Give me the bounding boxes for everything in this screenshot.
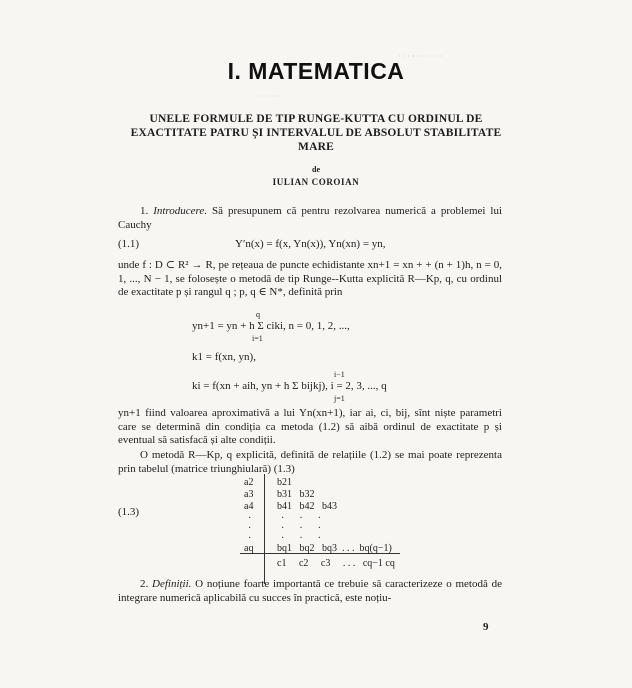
article-title: UNELE FORMULE DE TIP RUNGE-KUTTA CU ORDINUL DE EXACTITATE PATRU ȘI INTERVALUL DE ABSOLUT STABILITATE MARE (130, 113, 502, 153)
table-a-cell: · (248, 533, 252, 544)
definitii-paragraph (118, 578, 502, 605)
bleed-through: · · · · · (258, 92, 280, 101)
table-b-row: · · · (281, 533, 321, 544)
table-a-cell: aq (244, 543, 254, 554)
table-a-cell: · (248, 513, 252, 524)
section-number: 1. (140, 205, 149, 217)
table-c-row: c1 c2 c3 . . . cq−1 cq (277, 558, 395, 569)
chapter-title: I. MATEMATICA (227, 58, 405, 84)
intro-text: Să presupunem că pentru rezolvarea numerică a problemei lui Cauchy (118, 205, 503, 231)
bleed-through: · · · · · · · · · · (398, 52, 443, 61)
table-b-row: b21 (277, 477, 292, 488)
byline-de: de (312, 165, 320, 174)
intro-paragraph (118, 205, 502, 232)
table-b-row: b41 b42 b43 (277, 501, 337, 512)
table-a-cell: a4 (244, 501, 254, 512)
sum-upper-limit: q (256, 310, 260, 319)
section-number: 2. (140, 578, 149, 590)
sum-lower-limit: i=1 (252, 334, 263, 343)
sum-lower-limit: j=1 (334, 394, 345, 403)
page-number: 9 (483, 621, 489, 633)
sum-upper-limit: i−1 (334, 370, 345, 379)
equation-1-2-line1: yn+1 = yn + h Σ ciki, n = 0, 1, 2, ..., (192, 320, 350, 332)
paragraph-y: yn+1 fiind valoarea aproximativă a lui Yn(xn+1), iar ai, ci, bij, sînt niște parametri care se determină din condiția ca metoda (1.2) să aibă ordinul de exactitate p și eventual să satisfacă și alte condiții. (118, 407, 502, 446)
table-vertical-rule (264, 474, 265, 584)
equation-1-2-line2: k1 = f(xn, yn), (192, 351, 256, 363)
definitii-text: O noțiune foarte importantă ce trebuie să caracterizeze o metodă de integrare numerică aplicabilă cu succes în practică, este noțiu- (118, 578, 502, 604)
paragraph-unde: unde f : D ⊂ R² → R, pe rețeaua de puncte echidistante xn+1 = xn + + (n + 1)h, n = 0, 1, ..., N − 1, se folosește o metodă de tip Runge--Kutta explicită R—Kp, q, cu ordinul de exactitate p și rangul q ; p, q ∈ N*, definită prin (118, 259, 502, 298)
table-b-row: · · · (281, 513, 321, 524)
table-a-cell: a3 (244, 489, 254, 500)
section-heading: Definiții. (152, 578, 192, 590)
table-b-row: · · · (281, 523, 321, 534)
table-b-row: b31 b32 (277, 489, 315, 500)
equation-number: (1.1) (118, 238, 140, 250)
paragraph-tabel: O metodă R—Kp, q explicită, definită de relațiile (1.2) se mai poate reprezenta prin tabelul (matrice triunghiulară) (1.3) (118, 449, 502, 475)
table-b-row: bq1 bq2 bq3 . . . bq(q−1) (277, 543, 392, 554)
table-a-cell: · (248, 523, 252, 534)
equation-number: (1.3) (118, 506, 140, 518)
equation-1-2-line3: ki = f(xn + aih, yn + h Σ bijkj), i = 2, 3, ..., q (192, 380, 387, 392)
table-a-cell: a2 (244, 477, 254, 488)
article-author: IULIAN COROIAN (272, 177, 360, 187)
equation-1-1: Y′n(x) = f(x, Yn(x)), Yn(xn) = yn, (235, 238, 386, 250)
section-heading: Introducere. (153, 205, 208, 217)
